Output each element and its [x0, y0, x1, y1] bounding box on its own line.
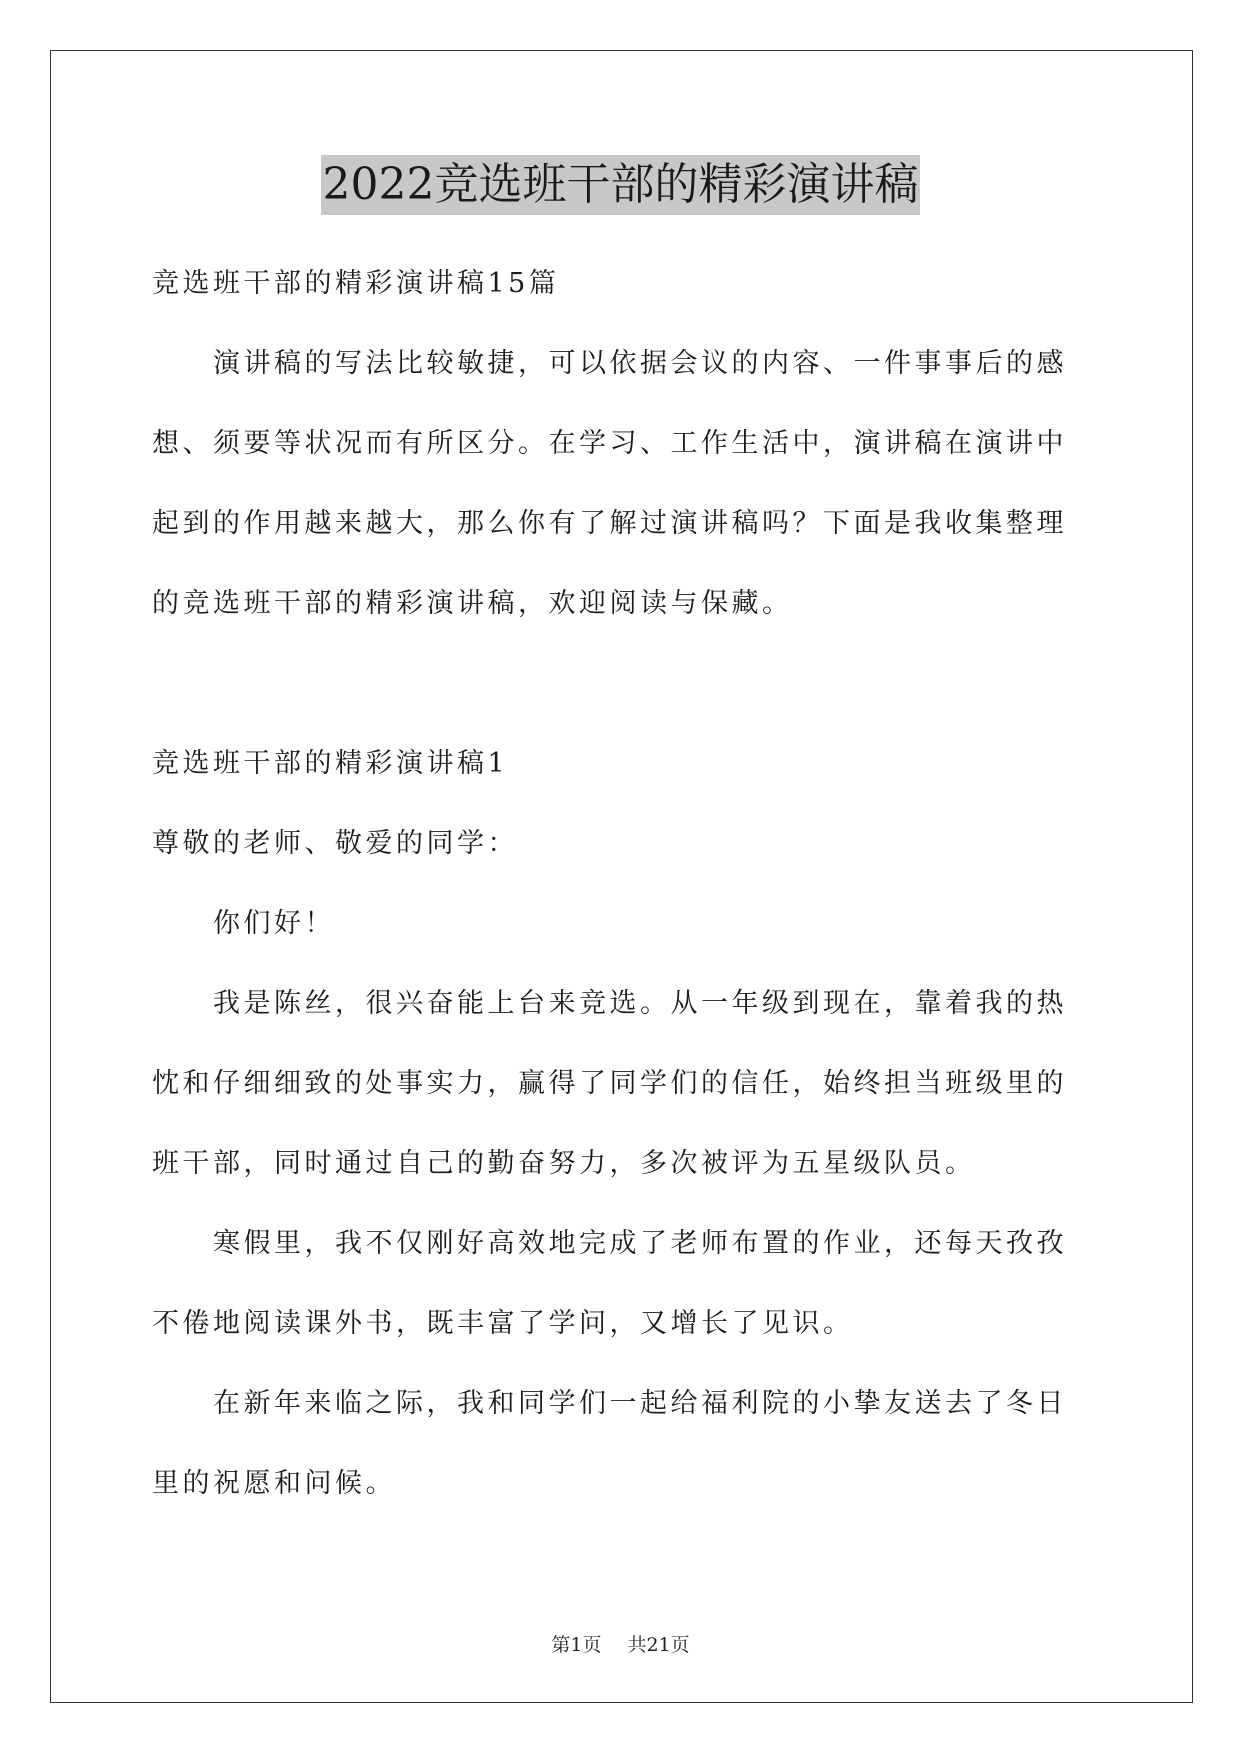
page-footer — [0, 1630, 1241, 1657]
title-wrap — [0, 155, 1241, 215]
body-line: 演讲稿的写法比较敏捷，可以依据会议的内容、一件事事后的感 — [152, 348, 1067, 379]
body-line: 在新年来临之际，我和同学们一起给福利院的小挚友送去了冬日 — [152, 1388, 1067, 1419]
body-line: 忱和仔细细致的处事实力，赢得了同学们的信任，始终担当班级里的 — [152, 1068, 1067, 1099]
document-title: 2022竞选班干部的精彩演讲稿 — [321, 155, 921, 215]
body-line: 尊敬的老师、敬爱的同学： — [152, 828, 518, 859]
body-line: 班干部，同时通过自己的勤奋努力，多次被评为五星级队员。 — [152, 1148, 976, 1179]
page-number: 第1页 — [551, 1634, 602, 1656]
body-line: 起到的作用越来越大，那么你有了解过演讲稿吗？下面是我收集整理 — [152, 508, 1067, 539]
body-line: 我是陈丝，很兴奋能上台来竞选。从一年级到现在，靠着我的热 — [152, 988, 1067, 1019]
body-line: 你们好！ — [152, 908, 335, 939]
document-body — [152, 244, 1092, 1524]
page-total: 共21页 — [627, 1634, 690, 1656]
body-line: 竞选班干部的精彩演讲稿1 — [152, 748, 509, 779]
blank-line — [152, 644, 1092, 724]
body-line: 寒假里，我不仅刚好高效地完成了老师布置的作业，还每天孜孜 — [152, 1228, 1067, 1259]
body-line: 想、须要等状况而有所区分。在学习、工作生活中，演讲稿在演讲中 — [152, 428, 1067, 459]
body-line: 里的祝愿和问候。 — [152, 1468, 396, 1499]
body-line: 竞选班干部的精彩演讲稿15篇 — [152, 268, 560, 299]
body-line: 不倦地阅读课外书，既丰富了学问，又增长了见识。 — [152, 1308, 854, 1339]
body-line: 的竞选班干部的精彩演讲稿，欢迎阅读与保藏。 — [152, 588, 793, 619]
